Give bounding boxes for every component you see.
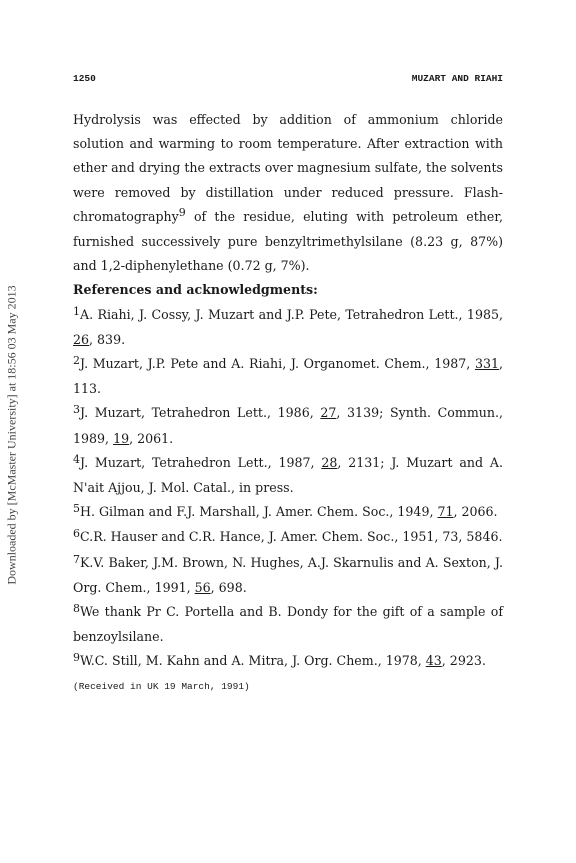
ref-text-mid: , 3139; Synth. Commun., 1989, — [73, 405, 503, 446]
running-head — [73, 73, 503, 87]
references-heading: References and acknowledgments: — [73, 282, 318, 298]
paragraph-text-1: Hydrolysis was effected by addition of ammonium chloride solution and warming to room temperature. After extraction with ether and drying the extracts over magnesium sulfate, the solvents were removed by distillation under reduced pressure. Flash-chromatography — [73, 112, 503, 224]
experimental-paragraph — [73, 108, 503, 278]
ref-volume: 331 — [474, 356, 499, 372]
ref-text: K.V. Baker, J.M. Brown, N. Hughes, A.J. Skarnulis and A. Sexton, J. Org. Chem., 1991, — [73, 554, 503, 595]
reference-1 — [73, 303, 503, 352]
running-head-authors: MUZART AND RIAHI — [411, 73, 503, 84]
reference-3 — [73, 401, 503, 450]
ref-text: H. Gilman and F.J. Marshall, J. Amer. Chem. Soc., 1949, — [80, 504, 438, 520]
ref-text: J. Muzart, Tetrahedron Lett., 1987, — [80, 454, 322, 470]
ref-number: 5 — [73, 502, 80, 516]
ref-text: W.C. Still, M. Kahn and A. Mitra, J. Org. Chem., 1978, — [80, 653, 426, 669]
ref-volume: 71 — [437, 504, 454, 520]
received-date: (Received in UK 19 March, 1991) — [73, 680, 250, 692]
ref-text: C.R. Hauser and C.R. Hance, J. Amer. Chem. Soc., 1951, 73, 5846. — [80, 529, 503, 545]
ref-volume: 27 — [320, 405, 337, 421]
ref-number: 8 — [73, 602, 80, 616]
ref-text-end: , 113. — [73, 356, 503, 397]
ref-text-end: , 2066. — [453, 504, 498, 520]
download-watermark-text: Downloaded by [McMaster University] at 18:56 03 May 2013 — [4, 285, 19, 585]
reference-4 — [73, 451, 503, 500]
reference-6 — [73, 525, 503, 550]
ref-text: J. Muzart, J.P. Pete and A. Riahi, J. Organomet. Chem., 1987, — [80, 356, 475, 372]
ref-number: 3 — [73, 403, 80, 417]
ref-text-end: , 2131; J. Muzart and A. N'ait Ajjou, J. Mol. Catal., in press. — [73, 454, 503, 496]
reference-list — [73, 303, 503, 675]
ref-volume: 28 — [321, 454, 338, 470]
ref-volume: 43 — [425, 653, 442, 669]
ref-text: We thank Pr C. Portella and B. Dondy for the gift of a sample of benzoylsilane. — [73, 604, 503, 645]
ref-number: 1 — [73, 304, 80, 318]
ref-text-end: , 2061. — [129, 430, 174, 446]
ref-volume: 56 — [194, 579, 211, 595]
ref-number: 6 — [73, 527, 80, 541]
ref-number: 7 — [73, 552, 80, 566]
footnote-mark: 9 — [178, 205, 186, 219]
reference-8 — [73, 600, 503, 649]
page-body — [73, 108, 503, 699]
ref-text: A. Riahi, J. Cossy, J. Muzart and J.P. Pete, Tetrahedron Lett., 1985, — [80, 306, 503, 322]
ref-text-end: , 698. — [210, 579, 247, 595]
page-number: 1250 — [73, 73, 96, 84]
reference-5 — [73, 500, 503, 525]
download-watermark — [1, 265, 23, 605]
paragraph-text-2: of the residue, eluting with petroleum ether, furnished successively pure benzyltrimethylsilane (8.23 g, 87%) and 1,2-diphenylethane (0.72 g, 7%). — [73, 208, 503, 274]
ref-text: J. Muzart, Tetrahedron Lett., 1986, — [80, 405, 321, 421]
ref-volume-2: 19 — [113, 430, 130, 446]
ref-text-end: , 839. — [89, 331, 126, 347]
reference-7 — [73, 551, 503, 600]
ref-number: 4 — [73, 452, 80, 466]
reference-2 — [73, 352, 503, 401]
ref-text-end: , 2923. — [441, 653, 486, 669]
ref-volume: 26 — [73, 331, 90, 347]
ref-number: 9 — [73, 651, 80, 665]
reference-9 — [73, 649, 503, 674]
ref-number: 2 — [73, 354, 80, 368]
